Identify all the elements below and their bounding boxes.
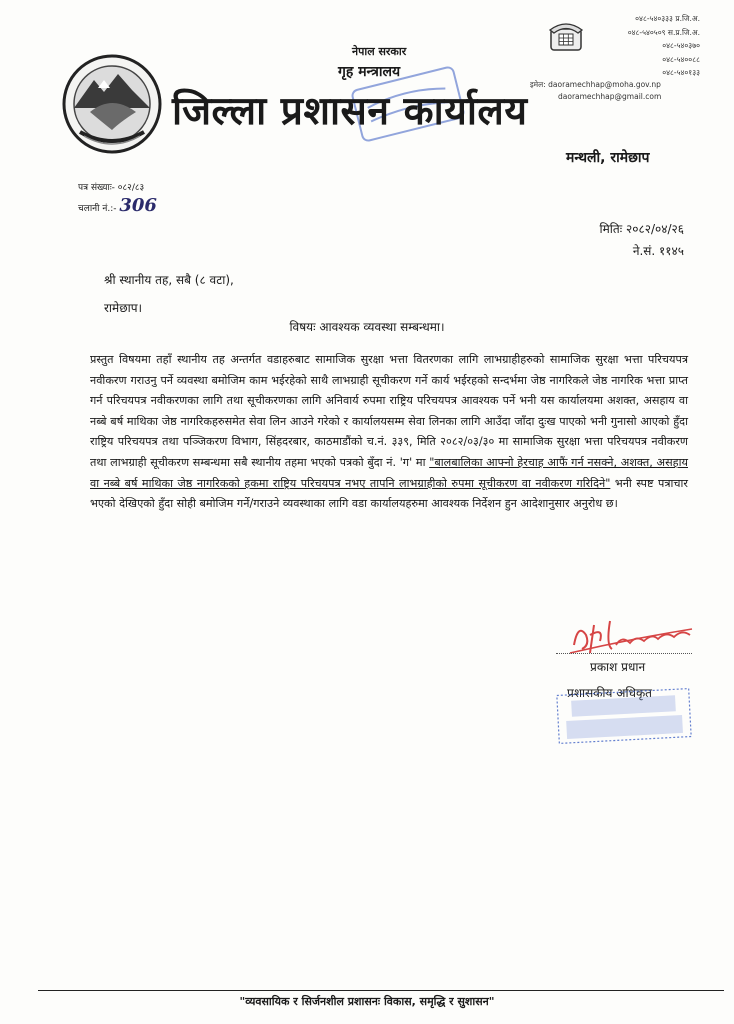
recipient-line: श्री स्थानीय तह, सबै (८ वटा), — [104, 273, 234, 287]
ministry-name: गृह मन्त्रालय — [338, 64, 401, 80]
subject-line: विषयः आवश्यक व्यवस्था सम्बन्धमा। — [289, 320, 445, 334]
email-label: इमेल: — [530, 80, 546, 89]
footer-rule — [38, 990, 724, 991]
country-name: नेपाल सरकार — [352, 45, 407, 58]
body-text-part: प्रस्तुत विषयमा तहाँ स्थानीय तह अन्तर्गत वडाहरुबाट सामाजिक सुरक्षा भत्ता वितरणका लागि लाभग्राहीहरुको सामाजिक सुरक्षा भत्ता परिचयपत्र नवीकरण गराउनु पर्ने व्यवस्था बमोजिम काम भईरहेको साथै लाभग्राही सूचीकरण गर्ने कार्य भईरहको सन्दर्भमा जेष्ठ नागरिकले जेष्ठ नागरिक भत्ता प्राप्त गर्न परिचयपत्र नवीकरणका लागि तथा सूचीकरणका लागि अनिवार्य रुपमा राष्ट्रिय परिचयपत्र आवश्यक पर्ने भनी यस कार्यालयमा अशक्त, असहाय वा नब्बे बर्ष माथिका जेष्ठ नागरिकहरुसमेत सेवा लिन आउने गरेको र कार्यालयसम्म सेवा लिनका लागि आउँदा जाँदा दुःख पाएको भनी गुनासो आएको हुँदा राष्ट्रिय परिचयपत्र तथा पञ्जिकरण विभाग, सिंहदरबार, काठमाडौंको च.नं. ३३९, मिति २०८२/०३/३० मा सामाजिक सुरक्षा भत्ता परिचयपत्र नवीकरण तथा लाभग्राही सूचीकरण सम्बन्धमा सबै स्थानीय तहमा भएको पत्रको बुँदा नं. 'ग' मा — [90, 353, 688, 469]
office-title: जिल्ला प्रशासन कार्यालय — [172, 89, 528, 134]
chalani-label: चलानी नं.:- — [78, 204, 117, 214]
nepal-sambat: ने.सं. ११४५ — [632, 244, 684, 258]
nepal-emblem-icon — [60, 52, 164, 156]
office-location: मन्थली, रामेछाप — [566, 150, 650, 166]
email-block — [530, 79, 661, 103]
email-address[interactable]: daoramechhap@gmail.com — [558, 92, 662, 101]
quoted-directive: "बालबालिका आफ्नो हेरचाह आफैं गर्न नसक्ने, अशक्त, असहाय वा नब्बे बर्ष माथिका जेष्ठ नागरिकको हकमा राष्ट्रिय परिचयपत्र नभए तापनि लाभग्राहीको रुपमा सूचीकरण वा नवीकरण गरिदिने" — [90, 455, 688, 490]
date-block — [550, 218, 684, 262]
phone-number: ०४८-५४०३७० — [662, 41, 700, 51]
handwritten-signature-icon — [560, 605, 700, 665]
telephone-icon — [548, 20, 584, 52]
miti-value: २०८२/०४/२६ — [625, 222, 684, 236]
signature-line — [556, 653, 692, 654]
footer-slogan: "व्यवसायिक र सिर्जनशील प्रशासनः विकास, समृद्धि र सुशासन" — [239, 995, 495, 1008]
letter-body — [90, 350, 688, 515]
email-address[interactable]: daoramechhap@moha.gov.np — [548, 80, 661, 89]
patra-sankhya-label: पत्र संख्याः- — [78, 183, 115, 193]
body-text-part: भनी स्पष्ट पत्राचार भएको देखिएको हुँदा सोही बमोजिम गर्ने/गराउने व्यवस्थाका लागि वडा कार्यालयहरुमा आवश्यक निर्देशन हुन आदेशानुसार अनुरोध छ। — [90, 476, 688, 511]
phone-number: ०४८-५४०३३३ प्र.जि.अ. — [635, 14, 700, 23]
reference-block — [78, 180, 157, 218]
signer-name: प्रकाश प्रधान — [590, 660, 646, 674]
recipient-line: रामेछाप। — [104, 301, 143, 315]
chalani-number: 306 — [119, 195, 157, 216]
miti-label: मितिः — [599, 222, 623, 236]
patra-sankhya-value: ०८२/८३ — [117, 183, 145, 193]
phone-numbers — [608, 12, 700, 80]
phone-number: ०४८-५४०५०९ स.प्र.जि.अ. — [627, 27, 700, 37]
phone-number: ०४८-५४०१३३ — [662, 68, 700, 78]
official-stamp-icon — [554, 688, 694, 744]
signer-title: प्रशासकीय अधिकृत — [567, 686, 653, 700]
recipient-block — [104, 266, 234, 322]
phone-number: ०४८-५४००८८ — [662, 54, 700, 64]
